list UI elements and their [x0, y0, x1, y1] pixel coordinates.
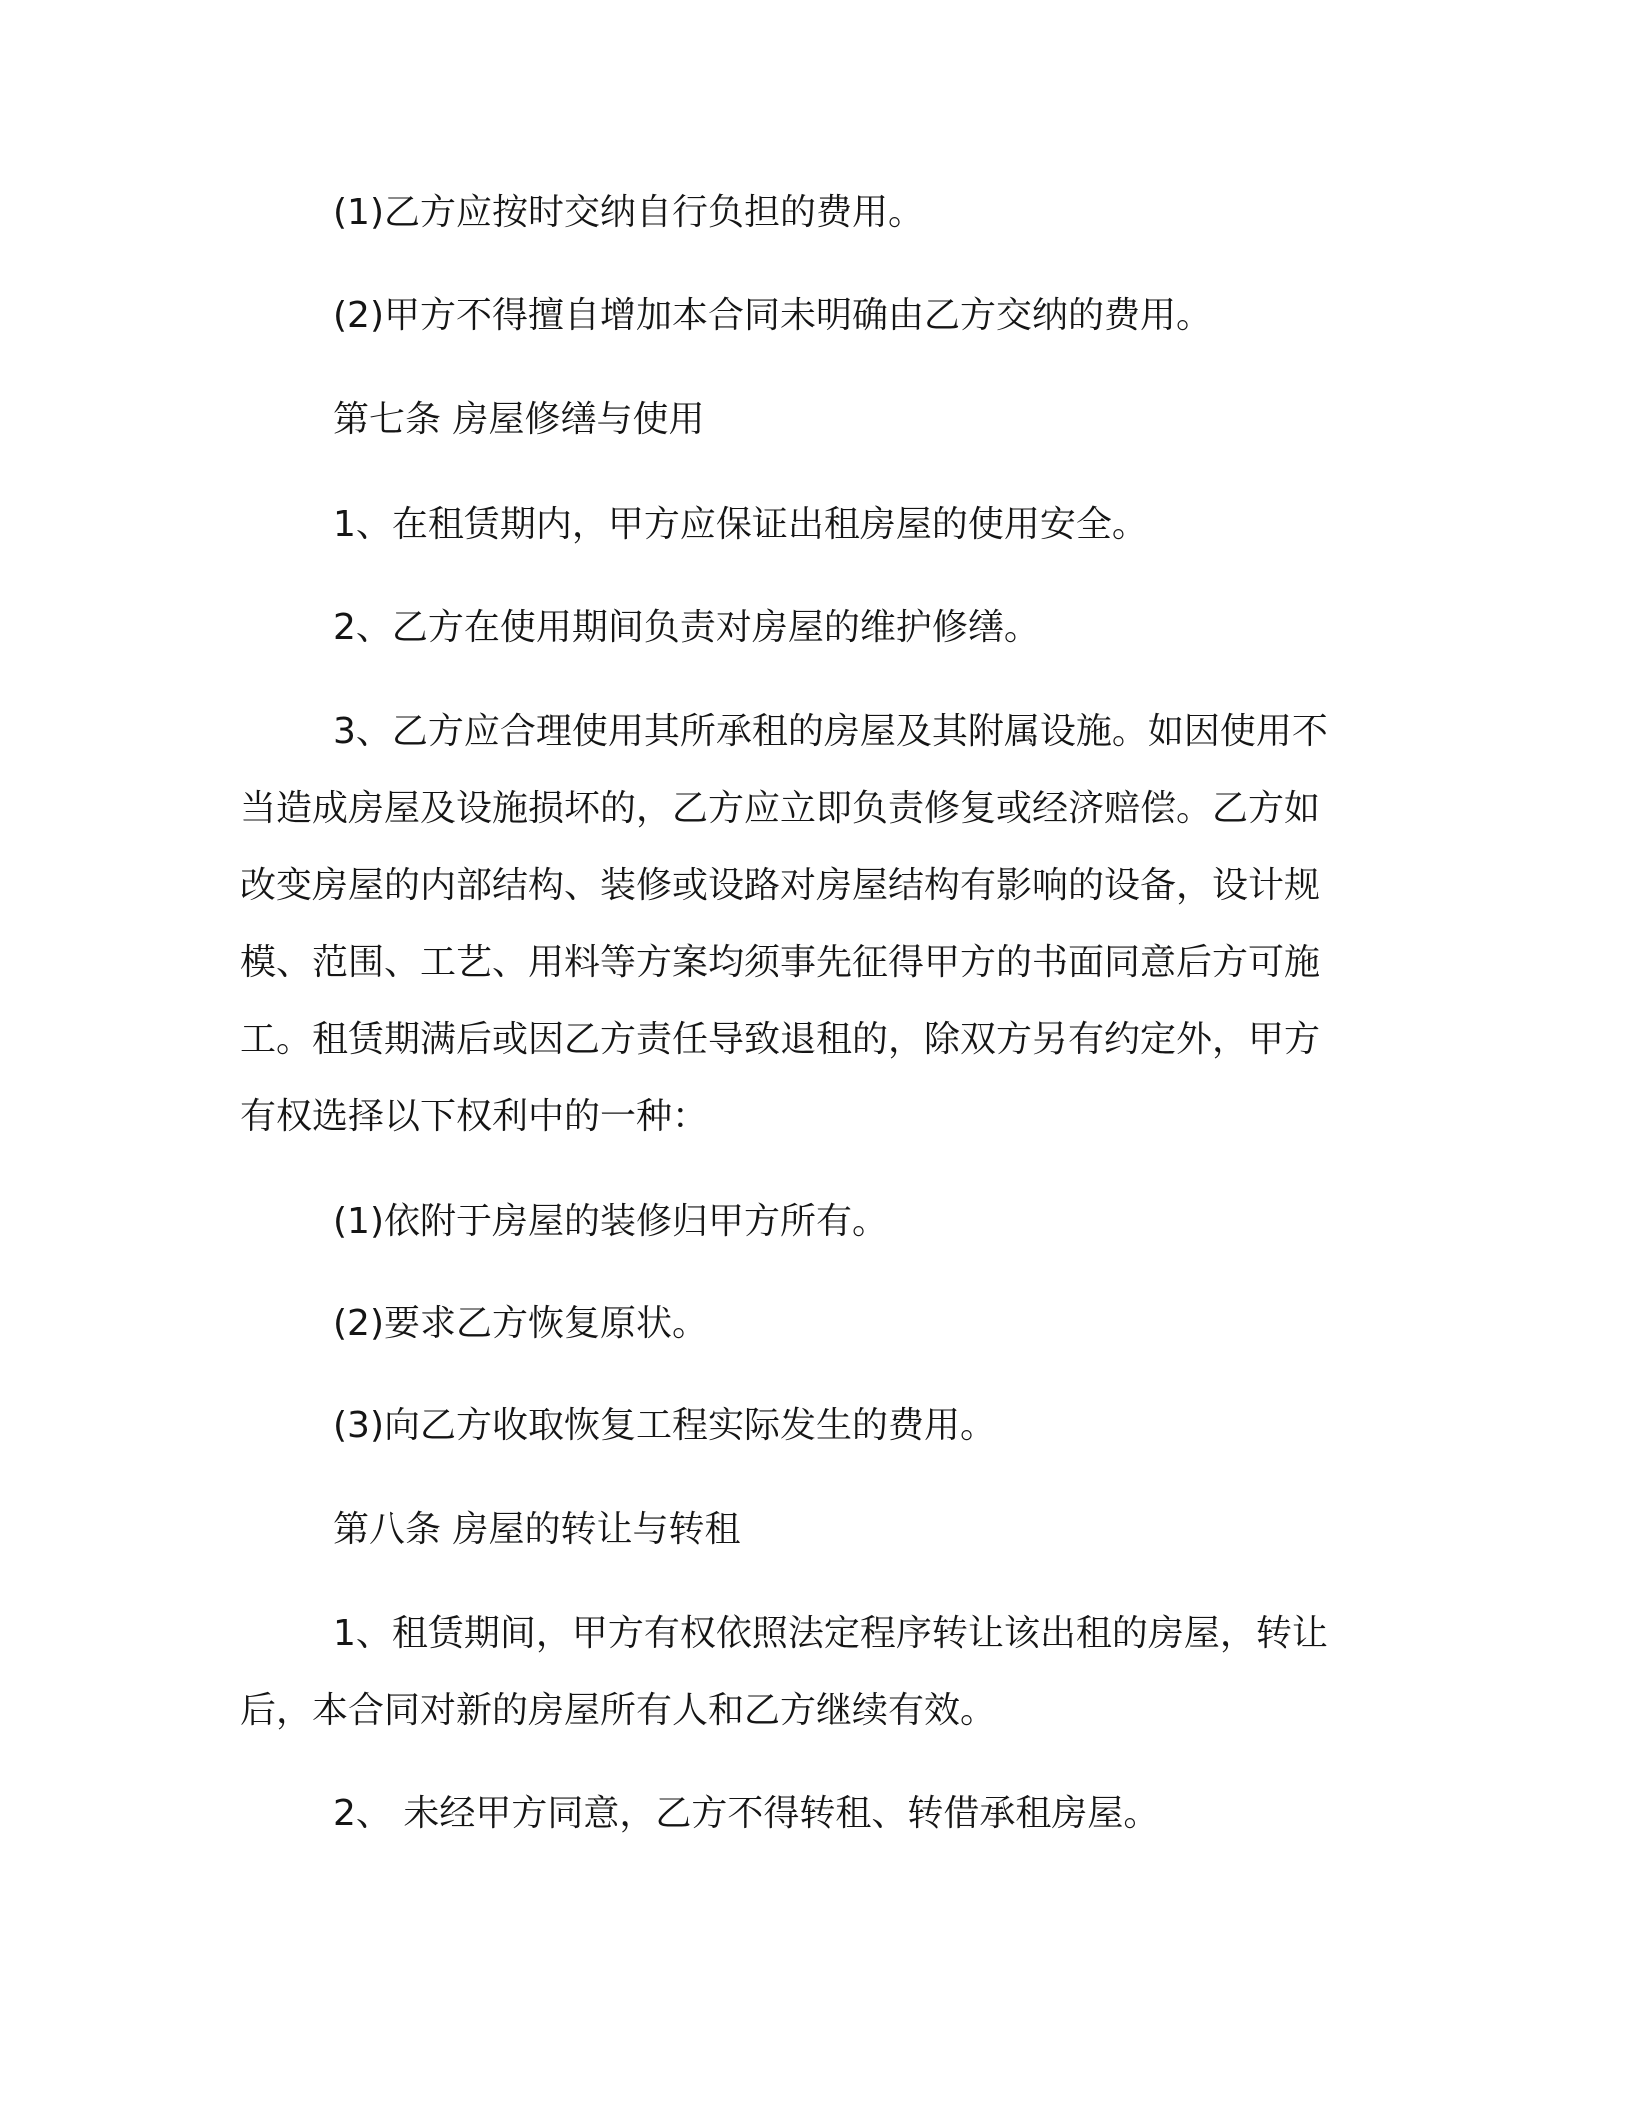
article-7-item-1: 1、在租赁期内，甲方应保证出租房屋的使用安全。 — [333, 504, 1148, 545]
option-item-2: (2)要求乙方恢复原状。 — [333, 1303, 708, 1344]
article-8-item-1-line-1: 1、租赁期间，甲方有权依照法定程序转让该出租的房屋，转让 — [333, 1613, 1328, 1654]
clause-6-item-2: (2)甲方不得擅自增加本合同未明确由乙方交纳的费用。 — [333, 295, 1212, 336]
article-7-item-3-line-3: 改变房屋的内部结构、装修或设路对房屋结构有影响的设备，设计规 — [240, 865, 1321, 906]
article-8-heading: 第八条 房屋的转让与转租 — [333, 1509, 741, 1550]
article-7-item-2: 2、乙方在使用期间负责对房屋的维护修缮。 — [333, 607, 1040, 648]
article-8-item-2: 2、 未经甲方同意，乙方不得转租、转借承租房屋。 — [333, 1793, 1160, 1834]
article-7-item-3-line-5: 工。租赁期满后或因乙方责任导致退租的，除双方另有约定外，甲方 — [240, 1019, 1321, 1060]
article-7-item-3-line-4: 模、范围、工艺、用料等方案均须事先征得甲方的书面同意后方可施 — [240, 942, 1321, 983]
article-7-item-3-line-1: 3、乙方应合理使用其所承租的房屋及其附属设施。如因使用不 — [333, 711, 1328, 752]
option-item-1: (1)依附于房屋的装修归甲方所有。 — [333, 1201, 888, 1242]
clause-6-item-1: (1)乙方应按时交纳自行负担的费用。 — [333, 192, 924, 233]
article-7-item-3-line-2: 当造成房屋及设施损坏的，乙方应立即负责修复或经济赔偿。乙方如 — [240, 788, 1321, 829]
article-7-item-3-line-6: 有权选择以下权利中的一种： — [240, 1096, 709, 1137]
article-8-item-1-line-2: 后，本合同对新的房屋所有人和乙方继续有效。 — [240, 1690, 997, 1731]
article-7-heading: 第七条 房屋修缮与使用 — [333, 399, 705, 440]
option-item-3: (3)向乙方收取恢复工程实际发生的费用。 — [333, 1405, 996, 1446]
